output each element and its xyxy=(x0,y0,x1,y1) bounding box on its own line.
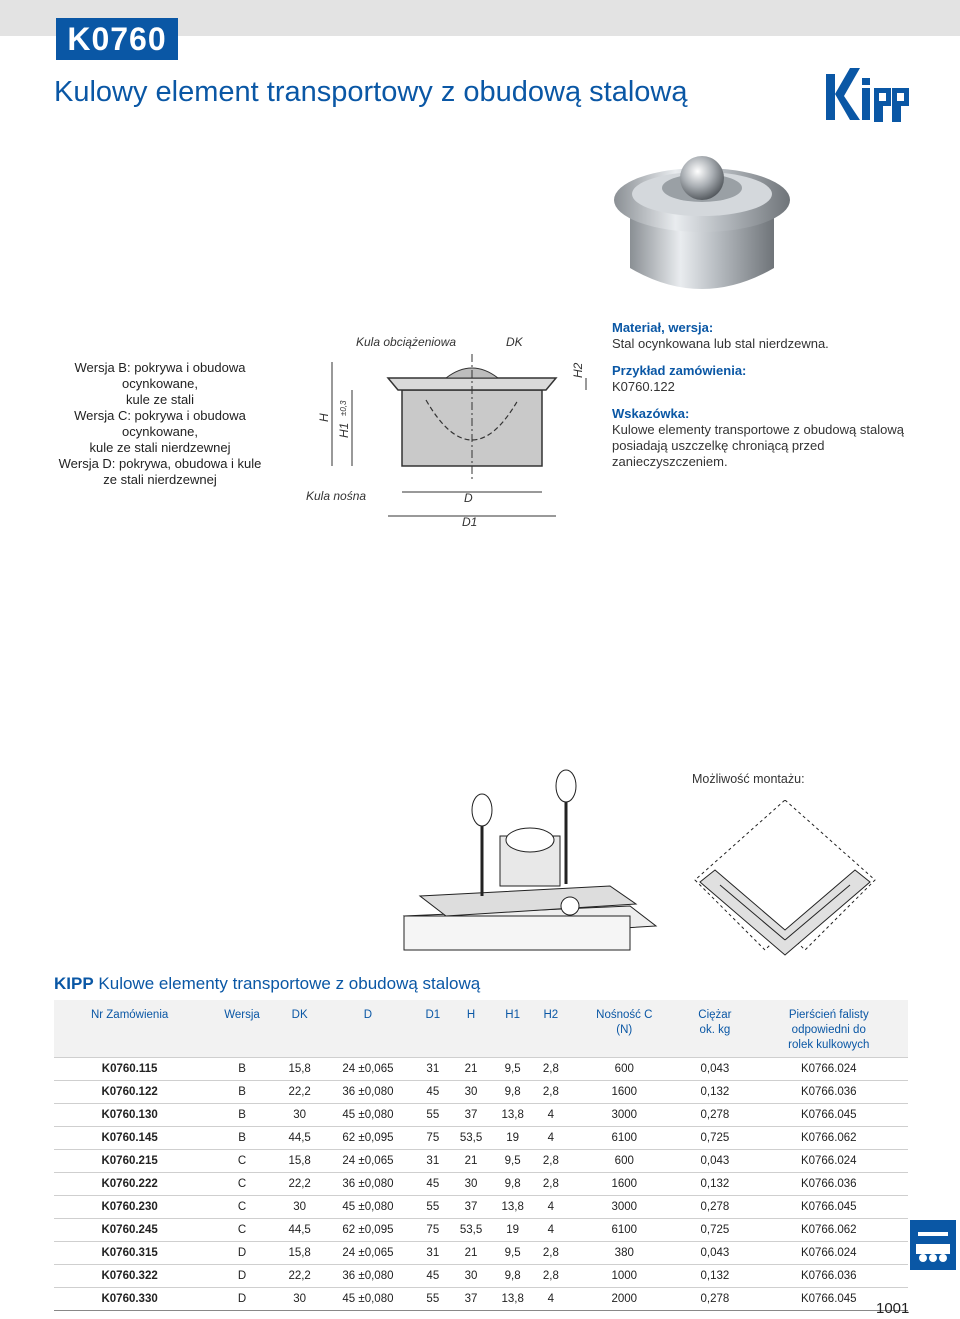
table-cell: 55 xyxy=(415,1104,450,1127)
table-cell: 600 xyxy=(568,1150,680,1173)
ball-transfer-category-icon xyxy=(910,1220,956,1270)
note-value: Kulowe elementy transportowe z obudową stalową posiadają uszczelkę chroniącą przed zanieczyszczeniem. xyxy=(612,422,904,469)
table-cell: 31 xyxy=(415,1150,450,1173)
table-cell: 9,8 xyxy=(492,1081,534,1104)
table-cell: 15,8 xyxy=(279,1242,321,1265)
version-line: Wersja C: pokrywa i obudowa ocynkowane, xyxy=(74,408,246,439)
table-row xyxy=(54,1127,908,1150)
table-cell: 2,8 xyxy=(533,1173,568,1196)
table-cell: 45 xyxy=(415,1081,450,1104)
table-cell: B xyxy=(205,1081,279,1104)
order-example-label: Przykład zamówienia: xyxy=(612,363,747,378)
table-cell: 15,8 xyxy=(279,1150,321,1173)
table-row xyxy=(54,1196,908,1219)
table-row xyxy=(54,1219,908,1242)
table-cell: 19 xyxy=(492,1219,534,1242)
table-cell: 53,5 xyxy=(450,1127,492,1150)
table-cell: 45 xyxy=(415,1265,450,1288)
table-cell: 4 xyxy=(533,1219,568,1242)
column-header-line: odpowiedni do xyxy=(791,1024,866,1036)
table-cell: 13,8 xyxy=(492,1196,534,1219)
column-header xyxy=(320,1000,415,1058)
mounting-corner-illustration xyxy=(690,800,880,965)
label-h1: H1 xyxy=(337,422,351,438)
table-row xyxy=(54,1081,908,1104)
table-cell: 37 xyxy=(450,1196,492,1219)
table-cell: 0,132 xyxy=(680,1081,749,1104)
table-cell: K0766.045 xyxy=(750,1196,908,1219)
label-support-ball: Kula nośna xyxy=(306,489,367,503)
table-cell: 75 xyxy=(415,1127,450,1150)
table-cell: 30 xyxy=(279,1104,321,1127)
table-cell: 3000 xyxy=(568,1104,680,1127)
table-cell: 30 xyxy=(279,1196,321,1219)
table-cell: C xyxy=(205,1219,279,1242)
table-cell: 30 xyxy=(450,1081,492,1104)
table-cell: K0766.062 xyxy=(750,1219,908,1242)
table-cell: 3000 xyxy=(568,1196,680,1219)
column-header-line: DK xyxy=(291,1009,308,1021)
table-cell: 2,8 xyxy=(533,1058,568,1081)
column-header-line: H1 xyxy=(505,1009,520,1021)
table-cell: 0,132 xyxy=(680,1173,749,1196)
table-cell: K0760.130 xyxy=(54,1104,205,1127)
table-cell: K0760.122 xyxy=(54,1081,205,1104)
table-cell: 24 ±0,065 xyxy=(320,1242,415,1265)
column-header-line: Pierścień falisty xyxy=(788,1009,869,1021)
table-cell: 2,8 xyxy=(533,1150,568,1173)
table-cell: 9,8 xyxy=(492,1173,534,1196)
table-cell: K0760.245 xyxy=(54,1219,205,1242)
table-cell: 1000 xyxy=(568,1265,680,1288)
column-header xyxy=(450,1000,492,1058)
table-cell: 13,8 xyxy=(492,1104,534,1127)
fixture-illustration xyxy=(400,766,660,961)
table-cell: 36 ±0,080 xyxy=(320,1173,415,1196)
table-cell: 31 xyxy=(415,1242,450,1265)
version-line: Wersja D: pokrywa, obudowa i kule xyxy=(58,456,262,471)
table-cell: 24 ±0,065 xyxy=(320,1150,415,1173)
table-cell: K0766.062 xyxy=(750,1127,908,1150)
table-title-text: Kulowe elementy transportowe z obudową stalową xyxy=(93,974,481,993)
column-header xyxy=(750,1000,908,1058)
column-header-line: D1 xyxy=(425,1009,441,1021)
page-number: 1001 xyxy=(876,1300,910,1317)
table-cell: D xyxy=(205,1265,279,1288)
table-cell: 0,278 xyxy=(680,1104,749,1127)
table-cell: 4 xyxy=(533,1104,568,1127)
table-cell: B xyxy=(205,1127,279,1150)
table-cell: 21 xyxy=(450,1150,492,1173)
column-header-line: Nr Zamówienia xyxy=(90,1009,169,1021)
product-table xyxy=(54,1000,908,1311)
table-cell: 36 ±0,080 xyxy=(320,1265,415,1288)
mounting-label: Możliwość montażu: xyxy=(692,772,805,786)
table-cell: 37 xyxy=(450,1288,492,1311)
info-panel xyxy=(612,320,912,481)
table-cell: 30 xyxy=(279,1288,321,1311)
table-cell: K0760.230 xyxy=(54,1196,205,1219)
table-cell: C xyxy=(205,1150,279,1173)
table-cell: 13,8 xyxy=(492,1288,534,1311)
table-cell: 0,043 xyxy=(680,1242,749,1265)
column-header xyxy=(54,1000,205,1058)
table-cell: 0,725 xyxy=(680,1219,749,1242)
table-cell: K0760.222 xyxy=(54,1173,205,1196)
table-row xyxy=(54,1242,908,1265)
column-header-line: (N) xyxy=(616,1024,633,1036)
table-cell: 44,5 xyxy=(279,1127,321,1150)
table-title-brand: KIPP xyxy=(54,974,94,993)
table-cell: 30 xyxy=(450,1173,492,1196)
version-line: ze stali nierdzewnej xyxy=(103,472,217,487)
table-cell: 30 xyxy=(450,1265,492,1288)
table-cell: 31 xyxy=(415,1058,450,1081)
table-row xyxy=(54,1265,908,1288)
table-row xyxy=(54,1104,908,1127)
table-cell: C xyxy=(205,1196,279,1219)
column-header xyxy=(205,1000,279,1058)
kipp-logo xyxy=(824,64,912,129)
table-cell: 600 xyxy=(568,1058,680,1081)
table-cell: 9,5 xyxy=(492,1242,534,1265)
table-cell: 24 ±0,065 xyxy=(320,1058,415,1081)
table-cell: K0760.145 xyxy=(54,1127,205,1150)
table-cell: K0760.322 xyxy=(54,1265,205,1288)
table-row xyxy=(54,1173,908,1196)
table-cell: C xyxy=(205,1173,279,1196)
table-cell: 45 xyxy=(415,1173,450,1196)
note-label: Wskazówka: xyxy=(612,406,690,421)
table-cell: D xyxy=(205,1288,279,1311)
table-cell: K0766.024 xyxy=(750,1150,908,1173)
table-cell: 2,8 xyxy=(533,1265,568,1288)
table-cell: 1600 xyxy=(568,1081,680,1104)
table-cell: 75 xyxy=(415,1219,450,1242)
table-cell: 0,043 xyxy=(680,1058,749,1081)
table-row xyxy=(54,1150,908,1173)
table-cell: 4 xyxy=(533,1127,568,1150)
table-cell: K0766.045 xyxy=(750,1104,908,1127)
order-example-value: K0760.122 xyxy=(612,379,675,394)
table-cell: 22,2 xyxy=(279,1173,321,1196)
material-value: Stal ocynkowana lub stal nierdzewna. xyxy=(612,336,829,351)
column-header-line: Nośność C xyxy=(596,1009,653,1021)
table-cell: 9,8 xyxy=(492,1265,534,1288)
label-dk: DK xyxy=(506,335,523,349)
table-cell: 380 xyxy=(568,1242,680,1265)
table-cell: 0,278 xyxy=(680,1196,749,1219)
table-cell: 4 xyxy=(533,1196,568,1219)
table-cell: K0766.036 xyxy=(750,1173,908,1196)
table-cell: K0760.315 xyxy=(54,1242,205,1265)
table-cell: K0760.215 xyxy=(54,1150,205,1173)
column-header xyxy=(279,1000,321,1058)
column-header-line: Wersja xyxy=(224,1009,260,1021)
label-h: H xyxy=(317,413,331,422)
table-cell: 0,725 xyxy=(680,1127,749,1150)
table-cell: 62 ±0,095 xyxy=(320,1219,415,1242)
label-d: D xyxy=(464,491,473,505)
table-cell: 2,8 xyxy=(533,1081,568,1104)
version-line: Wersja B: pokrywa i obudowa ocynkowane, xyxy=(74,360,246,391)
table-cell: K0760.115 xyxy=(54,1058,205,1081)
table-cell: 45 ±0,080 xyxy=(320,1104,415,1127)
table-cell: 0,278 xyxy=(680,1288,749,1311)
table-cell: 19 xyxy=(492,1127,534,1150)
product-code-badge: K0760 xyxy=(56,18,178,60)
label-d1: D1 xyxy=(462,515,478,529)
table-cell: B xyxy=(205,1058,279,1081)
table-cell: 1600 xyxy=(568,1173,680,1196)
label-load-ball: Kula obciążeniowa xyxy=(356,335,457,349)
table-cell: 6100 xyxy=(568,1219,680,1242)
table-cell: 9,5 xyxy=(492,1150,534,1173)
product-photo xyxy=(612,140,792,305)
table-header-row xyxy=(54,1000,908,1058)
table-cell: K0766.036 xyxy=(750,1265,908,1288)
table-row xyxy=(54,1058,908,1081)
column-header-line: H xyxy=(466,1009,476,1021)
page-title: Kulowy element transportowy z obudową stalową xyxy=(54,76,688,108)
column-header xyxy=(492,1000,534,1058)
table-cell: K0766.045 xyxy=(750,1288,908,1311)
label-h1-tolerance: ±0,3 xyxy=(339,400,348,416)
table-cell: K0766.036 xyxy=(750,1081,908,1104)
table-cell: 55 xyxy=(415,1288,450,1311)
column-header xyxy=(533,1000,568,1058)
technical-drawing xyxy=(296,330,596,545)
table-cell: K0760.330 xyxy=(54,1288,205,1311)
table-cell: 4 xyxy=(533,1288,568,1311)
table-cell: 37 xyxy=(450,1104,492,1127)
column-header xyxy=(680,1000,749,1058)
table-cell: 53,5 xyxy=(450,1219,492,1242)
table-cell: 0,043 xyxy=(680,1150,749,1173)
table-cell: 0,132 xyxy=(680,1265,749,1288)
column-header-line: ok. kg xyxy=(699,1024,731,1036)
table-cell: 45 ±0,080 xyxy=(320,1288,415,1311)
material-label: Materiał, wersja: xyxy=(612,320,714,335)
table-cell: 21 xyxy=(450,1242,492,1265)
table-cell: 15,8 xyxy=(279,1058,321,1081)
versions-description xyxy=(40,360,280,488)
table-cell: 45 ±0,080 xyxy=(320,1196,415,1219)
table-cell: 22,2 xyxy=(279,1081,321,1104)
table-cell: 62 ±0,095 xyxy=(320,1127,415,1150)
table-cell: 9,5 xyxy=(492,1058,534,1081)
table-cell: K0766.024 xyxy=(750,1242,908,1265)
table-cell: K0766.024 xyxy=(750,1058,908,1081)
column-header xyxy=(415,1000,450,1058)
table-cell: B xyxy=(205,1104,279,1127)
table-cell: 2,8 xyxy=(533,1242,568,1265)
table-row xyxy=(54,1288,908,1311)
table-cell: 6100 xyxy=(568,1127,680,1150)
version-line: kule ze stali nierdzewnej xyxy=(89,440,231,455)
table-cell: 2000 xyxy=(568,1288,680,1311)
table-cell: 55 xyxy=(415,1196,450,1219)
version-line: kule ze stali xyxy=(126,392,194,407)
table-title xyxy=(54,974,480,994)
column-header xyxy=(568,1000,680,1058)
table-cell: 36 ±0,080 xyxy=(320,1081,415,1104)
table-cell: 22,2 xyxy=(279,1265,321,1288)
label-h2: H2 xyxy=(571,362,585,378)
table-cell: 21 xyxy=(450,1058,492,1081)
column-header-line: rolek kulkowych xyxy=(788,1039,870,1051)
column-header-line: D xyxy=(363,1009,373,1021)
table-cell: D xyxy=(205,1242,279,1265)
column-header-line: H2 xyxy=(543,1009,559,1021)
column-header-line: Ciężar xyxy=(698,1009,732,1021)
table-cell: 44,5 xyxy=(279,1219,321,1242)
